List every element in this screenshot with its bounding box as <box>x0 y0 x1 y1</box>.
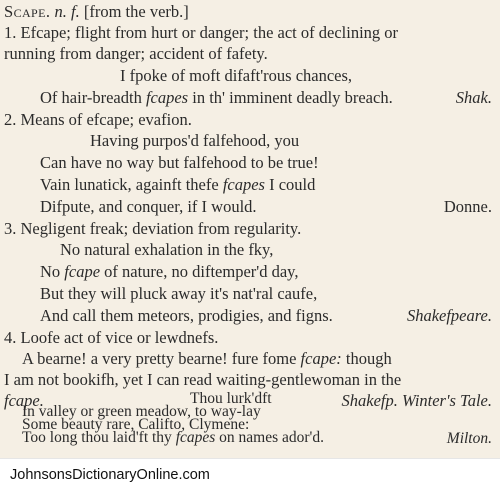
sense-2-definition <box>4 110 192 130</box>
sense-1-definition-cont: running from danger; accident of fafety. <box>4 44 268 63</box>
sense-2-quote-line <box>40 175 315 195</box>
sense-number: 1. <box>4 23 17 42</box>
sense-4-quote-headword: fcape. <box>4 391 44 410</box>
sense-number: 2. <box>4 110 17 129</box>
quote-fragment: No <box>40 262 61 281</box>
quote-fragment: on names ador'd. <box>215 429 324 446</box>
quote-fragment: Of hair-breadth <box>40 88 142 107</box>
quote-headword: fcape: <box>300 349 342 368</box>
sense-4-quote-line <box>22 349 392 369</box>
sense-text: Loofe act of vice or lewdnefs. <box>20 328 219 347</box>
sense-3-definition <box>4 219 301 239</box>
sense-3-quote-line: And call them meteors, prodigies, and figns. <box>40 306 333 325</box>
sense-2-author: Donne. <box>443 197 492 216</box>
sense-4-definition <box>4 328 218 348</box>
sense-1-quote-line: I fpoke of moft difaft'rous chances, <box>120 66 353 85</box>
quote-fragment: of nature, no diftemper'd day, <box>104 262 299 281</box>
site-link[interactable]: JohnsonsDictionaryOnline.com <box>10 467 210 483</box>
part-of-speech: n. f. <box>54 2 80 21</box>
sense-3-author: Shakefpeare. <box>406 306 492 325</box>
sense-1-definition <box>4 23 398 43</box>
sense-text: Efcape; flight from hurt or danger; the act of declining or <box>20 23 399 42</box>
sense-number: 4. <box>4 328 17 347</box>
etymology: [from the verb.] <box>83 2 189 21</box>
sense-1-quote-line <box>40 88 393 108</box>
sense-4-author-b: Milton. <box>446 430 492 447</box>
quote-fragment: Too long thou laid'ft thy <box>22 429 176 446</box>
sense-number: 3. <box>4 219 17 238</box>
quote-fragment: fcapes <box>175 429 216 446</box>
sense-2-quote-line: Having purpos'd falfehood, you <box>90 131 300 150</box>
sense-4-quote-line: I am not bookifh, yet I can read waiting-gentlewoman in the <box>4 370 402 389</box>
sense-text: Means of efcape; evafion. <box>20 110 192 129</box>
sense-4-quote-line: In valley or green meadow, to way-lay <box>22 403 261 420</box>
quote-headword: fcapes <box>145 88 189 107</box>
quote-fragment: Vain lunatick, againft thefe <box>40 175 219 194</box>
sense-4-quote-line: Thou lurk'dft <box>190 390 272 407</box>
sense-3-quote-line: No natural exhalation in the fky, <box>60 240 274 259</box>
quote-fragment: I could <box>269 175 316 194</box>
sense-4-quote-line: Some beauty rare, Califto, Clymene: <box>22 416 250 433</box>
sense-1-author: Shak. <box>455 88 492 107</box>
footer-bar <box>0 458 500 493</box>
quote-fragment: in th' imminent deadly breach. <box>192 88 393 107</box>
sense-text: Negligent freak; deviation from regularity. <box>20 219 302 238</box>
quote-fragment: A bearne! a very pretty bearne! fure fome <box>22 349 297 368</box>
sense-3-quote-line: But they will pluck away it's nat'ral caufe, <box>40 284 318 303</box>
sense-4-author-a: Shakefp. Winter's Tale. <box>341 391 492 410</box>
sense-2-quote-line: Can have no way but falfehood to be true! <box>40 153 319 172</box>
quote-headword: fcape <box>64 262 101 281</box>
quote-fragment: though <box>345 349 392 368</box>
headword: Scape. <box>4 2 51 21</box>
entry-header-line <box>4 2 189 22</box>
sense-4-quote-line <box>22 429 324 447</box>
sense-3-quote-line <box>40 262 299 282</box>
quote-headword: fcapes <box>222 175 265 194</box>
sense-2-quote-line: Difpute, and conquer, if I would. <box>40 197 257 216</box>
